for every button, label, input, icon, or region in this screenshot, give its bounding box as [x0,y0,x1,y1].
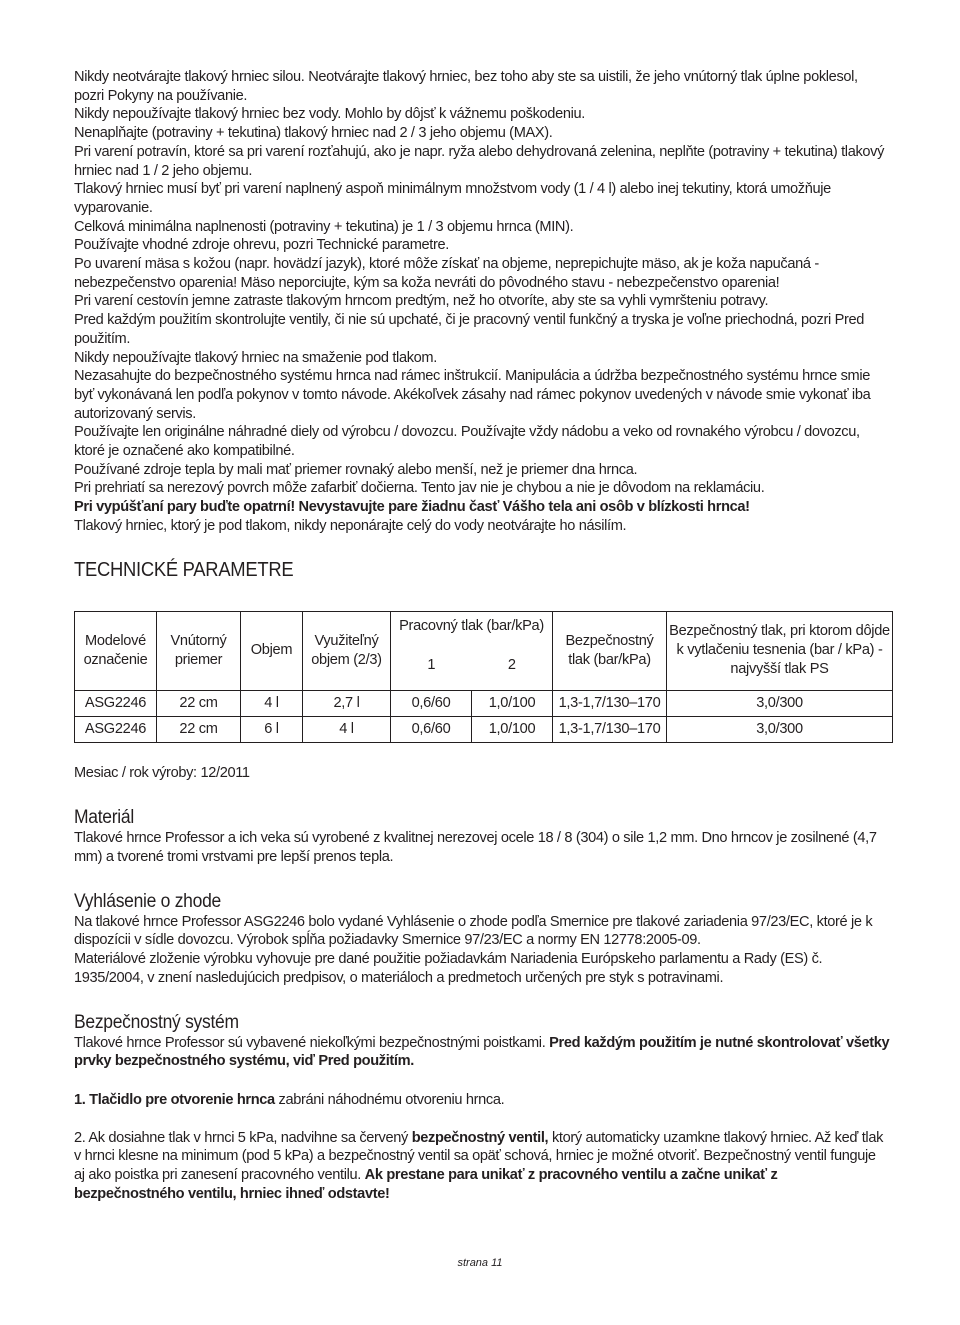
warning-item: Tlakový hrniec, ktorý je pod tlakom, nikdy neponárajte celý do vody neotvárajte ho násilím. [74,517,627,534]
safety-item-2-bold: bezpečnostný ventil, [411,1129,549,1146]
warning-item: Používajte len originálne náhradné diely od výrobcu / dovozcu. Používajte vždy nádobu a veko od rovnakého výrobcu / dovozcu, ktoré je označené ako kompatibilné. [74,424,860,460]
warning-item: Nikdy nepoužívajte tlakový hrniec bez vody. Mohlo by dôjsť k vážnemu poškodeniu. [74,106,585,123]
table-cell: 6 l [241,716,303,742]
table-cell: 3,0/300 [667,716,893,742]
safety-item-1 [74,1091,890,1110]
table-cell: ASG2246 [75,716,157,742]
safety-item-1-title: 1. Tlačidlo pre otvorenie hrnca [74,1091,275,1108]
header-model: Modelové označenie [75,611,157,690]
warning-item: Pri prehriatí sa nerezový povrch môže zafarbiť dočierna. Tento jav nie je chybou a nie je dôvodom na reklamáciu. [74,480,765,497]
material-heading: Materiál [74,807,134,829]
warning-item: Pri varení potravín, ktoré sa pri varení rozťahujú, ako je napr. ryža alebo dehydrovaná zelenina, neplňte (potraviny + tekutina) tlakový hrniec nad 1 / 2 jeho objemu. [74,143,885,179]
warnings-list [74,68,890,536]
table-cell: 2,7 l [303,690,391,716]
conformity-heading: Vyhlásenie o zhode [74,890,221,912]
table-cell: 0,6/60 [391,690,472,716]
tech-params-heading: TECHNICKÉ PARAMETRE [74,558,294,581]
table-cell: 0,6/60 [391,716,472,742]
header-release-pressure: Bezpečnostný tlak, pri ktorom dôjde k vytlačeniu tesnenia (bar / kPa) - najvyšší tlak PS [667,611,893,690]
page-number: strana 11 [457,1257,503,1269]
safety-heading: Bezpečnostný systém [74,1011,239,1033]
safety-item-2-bold: Ak prestane para unikať z pracovného ventilu a začne unikať z bezpečnostného ventilu, hrniec ihneď odstavte! [74,1167,778,1202]
table-cell: 4 l [303,716,391,742]
header-working-pressure: Pracovný tlak (bar/kPa) [391,611,553,642]
safety-intro-bold: Pred každým použitím je nutné skontrolovať všetky prvky bezpečnostného systému, viď Pred použitím. [74,1034,890,1070]
header-volume: Objem [241,611,303,690]
safety-item-2-text: ktorý automaticky uzamkne tlakový hrniec. Až keď tlak v hrnci klesne na minimum (pod 5 kPa) a bezpečnostný ventil sa opäť schová, hrniec je možné otvoriť. Bezpečnostný ventil funguje aj ako poistka pri zanesení pracovného ventilu. [74,1129,884,1184]
header-inner-diameter: Vnútorný priemer [157,611,241,690]
table-cell: 1,3-1,7/130–170 [553,716,667,742]
table-cell: 22 cm [157,716,241,742]
table-cell: 1,3-1,7/130–170 [553,690,667,716]
warning-item: Nikdy neotvárajte tlakový hrniec silou. Neotvárajte tlakový hrniec, bez toho aby ste sa uistili, že jeho vnútorný tlak úplne poklesol, pozri Pokyny na používanie. [74,69,858,104]
tech-params-table [74,611,893,743]
table-cell: 1,0/100 [472,716,553,742]
table-cell: 4 l [241,690,303,716]
safety-item-2 [74,1129,890,1204]
table-cell: 1,0/100 [472,690,553,716]
safety-intro [74,1034,890,1071]
table-cell: 3,0/300 [667,690,893,716]
header-usable-volume: Využiteľný objem (2/3) [303,611,391,690]
production-date: Mesiac / rok výroby: 12/2011 [74,764,250,781]
material-text: Tlakové hrnce Professor a ich veka sú vyrobené z kvalitnej nerezovej ocele 18 / 8 (304) o sile 1,2 mm. Dno hrncov je zosilnené (4,7 mm) a tvorené tromi vrstvami pre lepší prenos tepla. [74,830,877,865]
warning-item: Po uvarení mäsa s kožou (napr. hovädzí jazyk), ktoré môže získať na objeme, neprepichujte mäso, ak je koža napučaná - nebezpečenstvo oparenia! Mäso neporciujte, kým sa koža nevráti do pôvodného stavu - nebezpečenstvo oparenia! [74,256,819,291]
header-pressure-1: 1 [391,642,472,690]
warning-item: Tlakový hrniec musí byť pri varení naplnený aspoň minimálnym množstvom vody (1 / 4 l) alebo inej tekutiny, ktorá umožňuje vyparovanie. [74,181,831,216]
warning-item: Nezasahujte do bezpečnostného systému hrnca nad rámec inštrukcií. Manipulácia a údržba bezpečnostného systému hrnce smie byť vykonávaná len podľa pokynov v tomto návode. Akékoľvek zásahy nad rámec pokynov uvedených v návode smie vykonať iba autorizovaný servis. [74,368,871,422]
warning-item: Nenaplňajte (potraviny + tekutina) tlakový hrniec nad 2 / 3 jeho objemu (MAX). [74,125,553,142]
warning-item: Nikdy nepoužívajte tlakový hrniec na smaženie pod tlakom. [74,349,437,366]
warning-item: Používajte vhodné zdroje ohrevu, pozri Technické parametre. [74,237,449,254]
table-row [75,690,893,716]
conformity-text: Materiálové zloženie výrobku vyhovuje pre dané použitie požiadavkám Nariadenia Európskeho parlamentu a Rady (ES) č. 1935/2004, v znení nasledujúcich predpisov, o materiáloch a predmetoch určených pre styk s potravinami. [74,951,823,986]
warning-item: Celková minimálna naplnenosti (potraviny + tekutina) je 1 / 3 objemu hrnca (MIN). [74,218,574,235]
header-pressure-2: 2 [472,642,553,690]
table-row [75,716,893,742]
warning-item: Pred každým použitím skontrolujte ventily, či nie sú upchaté, či je pracovný ventil funkčný a tryska je voľne priechodná, pozri Pred použitím. [74,312,865,347]
safety-intro-text: Tlakové hrnce Professor sú vybavené niekoľkými bezpečnostnými poistkami. [74,1034,550,1051]
conformity-text: Na tlakové hrnce Professor ASG2246 bolo vydané Vyhlásenie o zhode podľa Smernice pre tlakové zariadenia 97/23/EC, ktoré je k dispozícii v sídle dovozcu. Výrobok spĺňa požiadavky Smernice 97/23/EC a normy EN 12778:2005-09. [74,913,873,949]
page-content [74,68,890,1203]
warning-item: Pri varení cestovín jemne zatraste tlakovým hrncom predtým, než ho otvoríte, aby ste sa vyhli vymršteniu potravy. [74,293,769,310]
table-cell: ASG2246 [75,690,157,716]
steam-warning: Pri vypúšťaní pary buďte opatrní! Nevystavujte pare žiadnu časť Vášho tela ani osôb v blízkosti hrnca! [74,499,750,516]
safety-item-2-text: 2. Ak dosiahne tlak v hrnci 5 kPa, nadvihne sa červený [74,1129,412,1146]
header-safety-pressure: Bezpečnostný tlak (bar/kPa) [553,611,667,690]
table-cell: 22 cm [157,690,241,716]
warning-item: Používané zdroje tepla by mali mať priemer rovnaký alebo menší, než je priemer dna hrnca. [74,461,638,478]
safety-item-1-text: zabráni náhodnému otvoreniu hrnca. [274,1091,505,1108]
